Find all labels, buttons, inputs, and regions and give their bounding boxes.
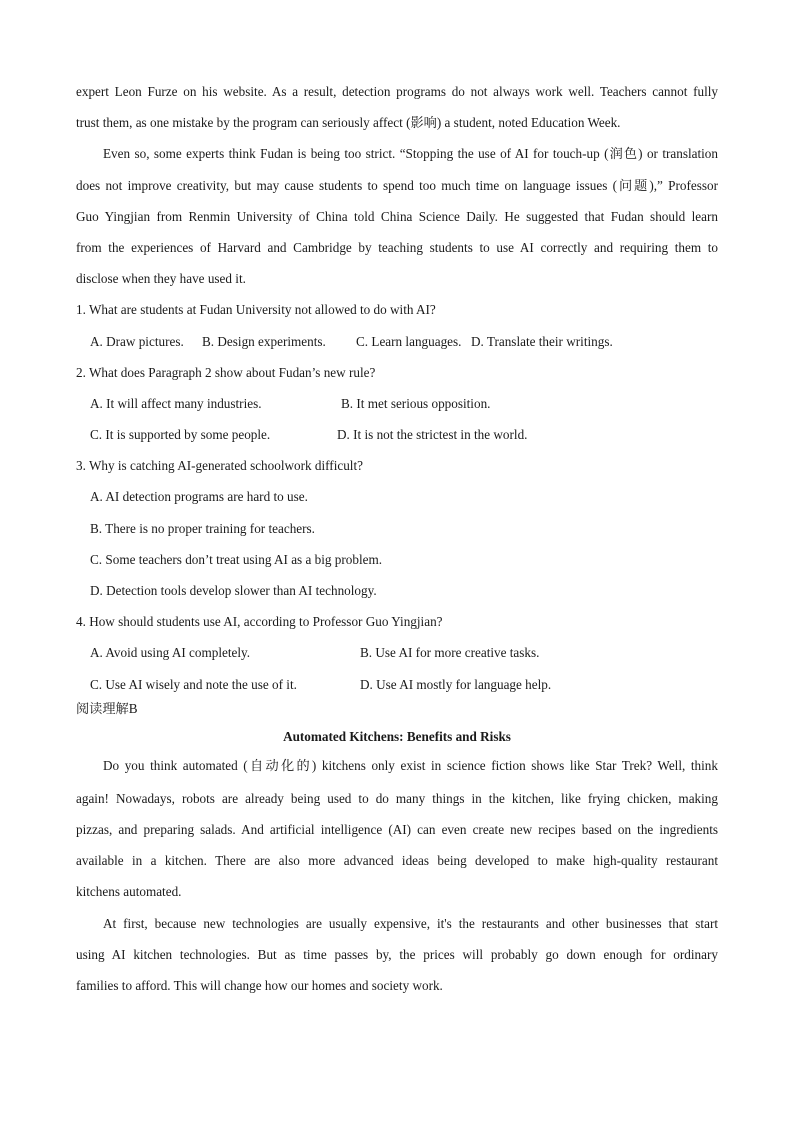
document-page (76, 76, 718, 1001)
question-4 (76, 606, 718, 700)
text-line: pizzas, and preparing salads. And artificial intelligence (AI) can even create new recipes based on the ingredients (76, 821, 718, 837)
text-line: Guo Yingjian from Renmin University of China told China Science Daily. He suggested that Fudan should learn (76, 208, 718, 224)
question-stem: 4. How should students use AI, according to Professor Guo Yingjian? (76, 614, 443, 630)
option-row (76, 669, 718, 700)
option-row (76, 637, 718, 668)
section-label: 阅读理解B (76, 700, 138, 716)
article-title: Automated Kitchens: Benefits and Risks (283, 728, 511, 744)
question-stem: 3. Why is catching AI-generated schoolwork difficult? (76, 458, 363, 474)
text-line: trust them, as one mistake by the program can seriously affect (影响) a student, noted Education Week. (76, 115, 621, 131)
text-line: Do you think automated (自动化的) kitchens only exist in science fiction shows like Star Trek? Well, think (103, 757, 718, 773)
option-a: A. AI detection programs are hard to use. (90, 489, 308, 505)
text-line: Even so, some experts think Fudan is being too strict. “Stopping the use of AI for touch-up (润色) or translation (103, 146, 718, 162)
option-d: D. It is not the strictest in the world. (337, 427, 528, 443)
text-line: families to afford. This will change how our homes and society work. (76, 977, 443, 993)
article-paragraph-2 (76, 908, 718, 1002)
option-b: B. Use AI for more creative tasks. (360, 645, 540, 661)
text-line: does not improve creativity, but may cause students to spend too much time on language issues (问题),” Professor (76, 177, 718, 193)
text-line: disclose when they have used it. (76, 271, 246, 287)
option-c: C. It is supported by some people. (90, 427, 271, 443)
question-1 (76, 294, 718, 356)
option-b: B. There is no proper training for teachers. (90, 520, 315, 536)
option-a: A. Draw pictures. (90, 333, 184, 349)
paragraph-even-so (76, 138, 718, 294)
text-line: from the experiences of Harvard and Cambridge by teaching students to use AI correctly and requiring them to (76, 239, 718, 255)
option-b: B. Design experiments. (202, 333, 326, 349)
option-c: C. Learn languages. (356, 333, 462, 349)
option-d: D. Translate their writings. (471, 333, 613, 349)
option-row (76, 326, 718, 357)
option-a: A. Avoid using AI completely. (90, 645, 251, 661)
question-3 (76, 450, 718, 606)
text-line: kitchens automated. (76, 884, 182, 900)
text-line: expert Leon Furze on his website. As a result, detection programs do not always work well. Teachers cannot fully (76, 84, 718, 99)
question-stem: 2. What does Paragraph 2 show about Fudan’s new rule? (76, 364, 376, 380)
text-line: again! Nowadays, robots are already being used to do many things in the kitchen, like frying chicken, making (76, 790, 718, 806)
option-b: B. It met serious opposition. (341, 395, 491, 411)
article-paragraph-1 (76, 753, 718, 908)
option-a: A. It will affect many industries. (90, 395, 262, 411)
option-c: C. Some teachers don’t treat using AI as a big problem. (90, 551, 383, 567)
option-d: D. Use AI mostly for language help. (360, 676, 552, 692)
text-line: available in a kitchen. There are also more advanced ideas being developed to make high-quality restaurant (76, 853, 718, 869)
option-c: C. Use AI wisely and note the use of it. (90, 676, 297, 692)
option-d: D. Detection tools develop slower than AI technology. (90, 583, 377, 598)
text-line: At first, because new technologies are usually expensive, it's the restaurants and other businesses that start (103, 915, 718, 931)
option-row (76, 388, 718, 419)
option-row (76, 419, 718, 450)
paragraph-end (76, 76, 718, 138)
question-stem: 1. What are students at Fudan University not allowed to do with AI? (76, 302, 436, 318)
question-2 (76, 357, 718, 451)
text-line: using AI kitchen technologies. But as time passes by, the prices will probably go down enough for ordinary (76, 946, 718, 962)
